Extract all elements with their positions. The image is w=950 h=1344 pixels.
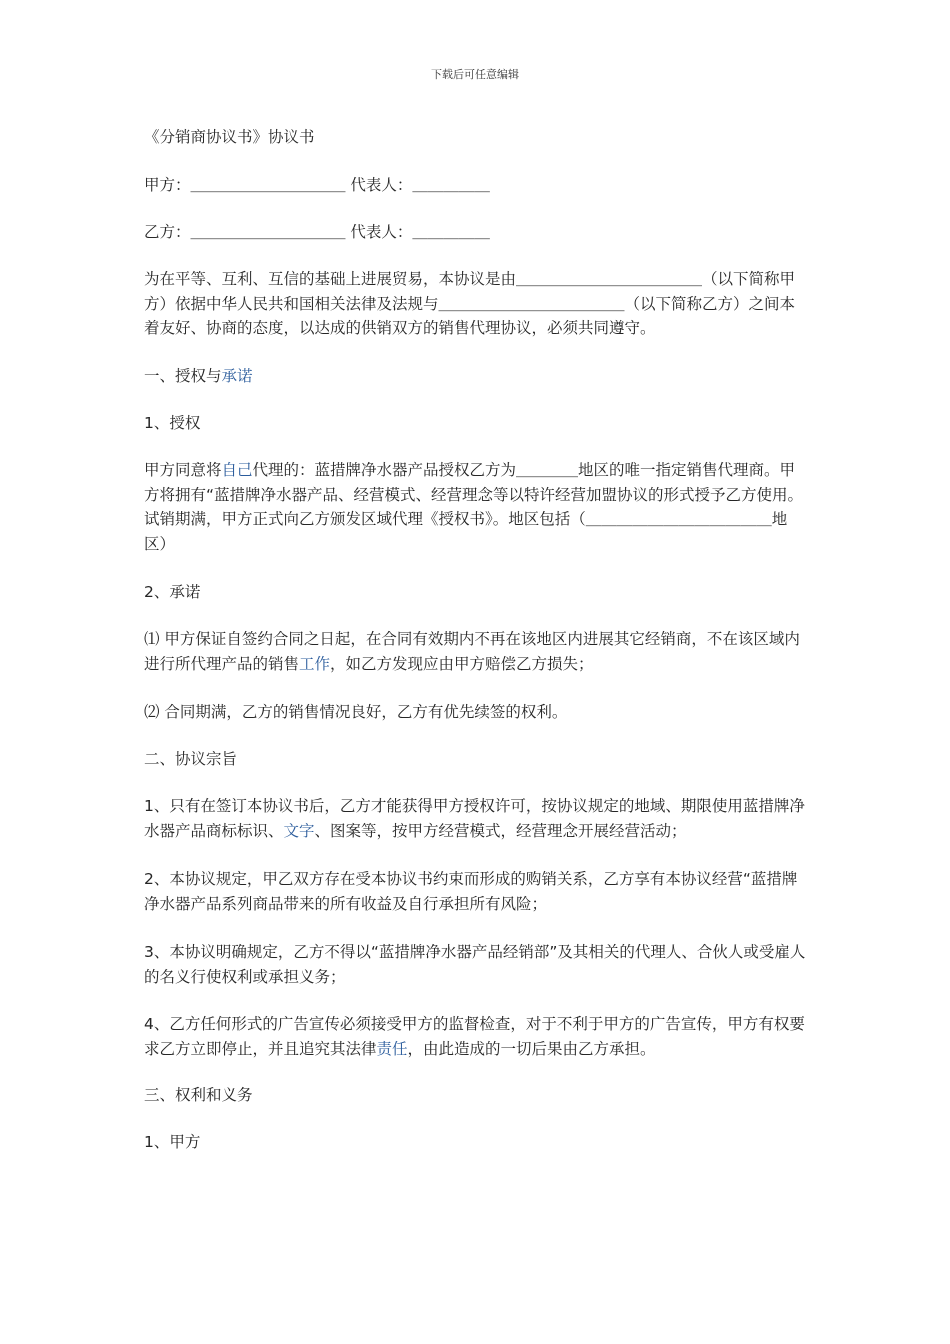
section-3-heading: 三、权利和义务 [144,1086,253,1104]
purpose-item-4-text-a: 4、乙方任何形式的广告宣传必须接受甲方的监督检查，对于不利于甲方的广告宣传，甲方有权要求乙方立即停止，并且追究其法律 [144,1015,805,1058]
subsection-promise: 2、承诺 [144,583,201,601]
purpose-item-1-text-b: 、图案等，按甲方经营模式，经营理念开展经营活动； [314,821,687,840]
authorization-paragraph [144,458,808,556]
section-2-heading: 二、协议宗旨 [144,750,238,768]
party-a-line: 甲方：＿＿＿＿＿＿＿＿＿＿ 代表人：＿＿＿＿＿ [144,176,490,194]
purpose-item-3: 3、本协议明确规定，乙方不得以“蓝措牌净水器产品经销部”及其相关的代理人、合伙人或受雇人的名义行使权利或承担义务； [144,943,806,986]
purpose-item-4-text-b: ，由此造成的一切后果由乙方承担。 [407,1039,656,1058]
liability-link[interactable]: 责任 [376,1039,408,1058]
preamble-paragraph: 为在平等、互利、互信的基础上进展贸易，本协议是由＿＿＿＿＿＿＿＿＿＿＿＿（以下简称甲方）依据中华人民共和国相关法律及法规与＿＿＿＿＿＿＿＿＿＿＿＿（以下简称乙方）之间本着友好、协商的态度，以达成的供销双方的销售代理协议，必须共同遵守。 [144,270,796,337]
authorization-text-a: 甲方同意将 [144,461,222,479]
page-header-note: 下载后可任意编辑 [431,68,519,81]
party-b-line: 乙方：＿＿＿＿＿＿＿＿＿＿ 代表人：＿＿＿＿＿ [144,223,490,241]
promise-item-1-text-b: ，如乙方发现应由甲方赔偿乙方损失； [330,654,594,673]
authorization-text-b: 代理的：蓝措牌净水器产品授权乙方为＿＿＿＿地区的唯一指定销售代理商。甲方将拥有“蓝措牌净水器产品、经营模式、经营理念等以特许经营加盟协议的形式授予乙方使用。试销期满，甲方正式向乙方颁发区域代理《授权书》。地区包括（＿＿＿＿＿＿＿＿＿＿＿＿地区） [144,461,804,553]
text-link[interactable]: 文字 [283,821,315,840]
purpose-item-4 [144,1012,808,1061]
document-title: 《分销商协议书》协议书 [144,128,315,146]
promise-item-1 [144,627,808,676]
purpose-item-2: 2、本协议规定，甲乙双方存在受本协议书约束而形成的购销关系，乙方享有本协议经营“蓝措牌净水器产品系列商品带来的所有收益及自行承担所有风险； [144,870,798,913]
section-1-heading-text: 一、授权与 [144,367,222,385]
subsection-authorization: 1、授权 [144,414,201,432]
self-link[interactable]: 自己 [221,461,253,479]
promise-item-1-text-a: ⑴ 甲方保证自签约合同之日起，在合同有效期内不再在该地区内进展其它经销商，不在该区域内进行所代理产品的销售 [144,630,800,673]
promise-item-2: ⑵ 合同期满，乙方的销售情况良好，乙方有优先续签的权利。 [144,703,568,721]
section-1-heading [144,364,808,389]
work-link[interactable]: 工作 [299,654,331,673]
promise-link[interactable]: 承诺 [221,367,253,385]
purpose-item-1 [144,794,808,843]
purpose-item-1-text-a: 1、只有在签订本协议书后，乙方才能获得甲方授权许可，按协议规定的地域、期限使用蓝措牌净水器产品商标标识、 [144,797,805,840]
subsection-party-a: 1、甲方 [144,1133,201,1151]
